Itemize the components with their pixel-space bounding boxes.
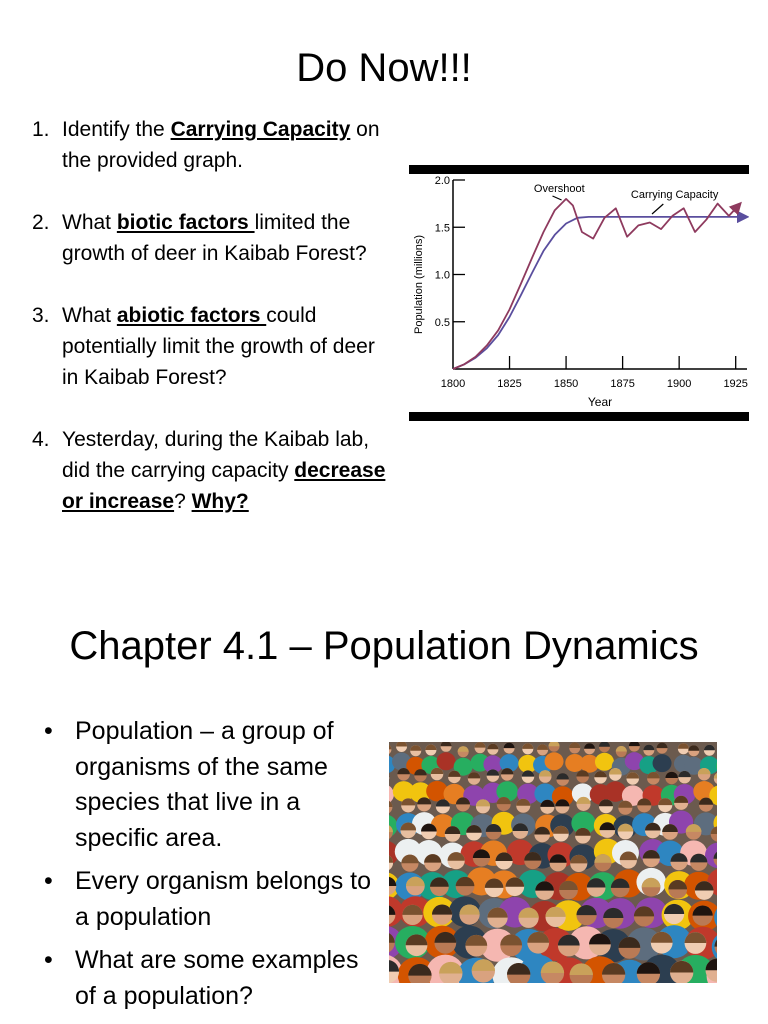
question-text-part: ? [174,490,192,513]
question-4 [32,424,392,517]
person-hair [616,746,627,752]
y-tick-label: 1.5 [434,222,450,235]
crowd-illustration [389,742,717,983]
annotation-label: Overshoot [533,183,585,195]
x-tick-label: 1900 [666,378,692,390]
chart-annotations [534,183,719,214]
person-body [545,752,564,770]
series-line [453,199,740,369]
x-tick-label: 1800 [440,378,466,390]
question-emphasis: Why? [191,490,249,513]
question-number: 3. [32,304,50,327]
person-hair [389,744,391,750]
x-tick-label: 1925 [723,378,748,390]
person-hair [410,745,421,750]
question-3 [32,300,392,393]
chart-axes [413,180,747,409]
x-tick-label: 1850 [553,378,579,390]
slide-title: Chapter 4.1 – Population Dynamics [69,624,699,668]
question-2 [32,207,392,269]
annotation-label: Carrying Capacity [630,189,719,201]
person-hair [396,742,407,746]
person-hair [678,743,689,749]
person-hair [549,742,560,746]
bullet-item [44,943,374,1014]
question-number: 1. [32,118,50,141]
person-hair [584,743,595,749]
population-chart [409,174,749,412]
person-hair [594,771,607,777]
question-text [62,424,392,517]
y-tick-label: 0.5 [434,316,450,329]
person-hair [458,746,469,752]
question-number: 4. [32,428,50,451]
question-emphasis: abiotic factors [116,304,267,327]
person-hair [425,745,436,751]
question-text-part: Identify the [62,118,171,141]
person-hair [704,745,715,751]
question-list [32,114,392,548]
person-hair [643,745,654,751]
question-1 [32,114,392,176]
slide-title: Do Now!!! [296,46,472,90]
bullet-symbol: • [44,717,53,745]
person-body [437,752,456,770]
question-text [62,114,392,176]
person-body [653,754,672,772]
chart-ticks [435,175,748,390]
series-line [453,217,747,369]
question-text [62,300,392,393]
bullet-text: Population – a group of organisms of the same species that live in a specific area. [75,717,334,852]
bullet-item [44,714,374,856]
bullet-symbol: • [44,867,53,895]
crowd-photo [389,742,717,983]
annotation-pointer [652,204,663,214]
person-hair [599,742,610,747]
question-emphasis: decrease or increase [62,459,386,513]
bullet-item [44,864,374,935]
person-hair [714,772,717,778]
person-hair [504,743,515,749]
person-hair [537,744,548,750]
person-hair [475,742,486,748]
person-hair [522,743,533,749]
person-hair [487,744,498,750]
question-number: 2. [32,211,50,234]
y-tick-label: 1.0 [434,269,450,282]
x-axis-label: Year [587,395,613,409]
question-emphasis: biotic factors [116,211,255,234]
question-emphasis: Carrying Capacity [170,118,351,141]
question-text-part: limited the growth of deer in Kaibab Forest? [62,211,367,265]
person-hair [629,742,640,746]
person-body [595,753,614,771]
person-hair [626,772,639,778]
annotation-pointer [553,196,562,200]
x-tick-label: 1875 [610,378,635,390]
x-tick-label: 1825 [497,378,522,390]
person-hair [665,772,678,778]
question-text-part: Yesterday, during the Kaibab lab, did the carrying capacity [62,428,370,482]
question-text-part: could potentially limit the growth of deer in Kaibab Forest? [62,304,375,389]
y-tick-label: 2.0 [434,175,450,187]
person-hair [657,743,668,749]
bullet-symbol: • [44,946,53,974]
chart-series [453,199,747,369]
question-text [62,207,392,269]
bullet-text: What are some examples of a population? [75,946,359,1010]
y-axis-label: Population (millions) [413,234,425,335]
question-text-part: What [62,304,117,327]
bullet-list [44,714,374,1022]
question-text-part: on the provided graph. [62,118,380,172]
person-hair [556,773,569,779]
slide-population-dynamics [0,580,768,1024]
person-hair [441,742,452,746]
population-graph [409,165,749,421]
question-text-part: What [62,211,117,234]
person-hair [569,742,580,748]
bullet-text: Every organism belongs to a population [75,867,371,931]
person-hair [688,745,699,751]
